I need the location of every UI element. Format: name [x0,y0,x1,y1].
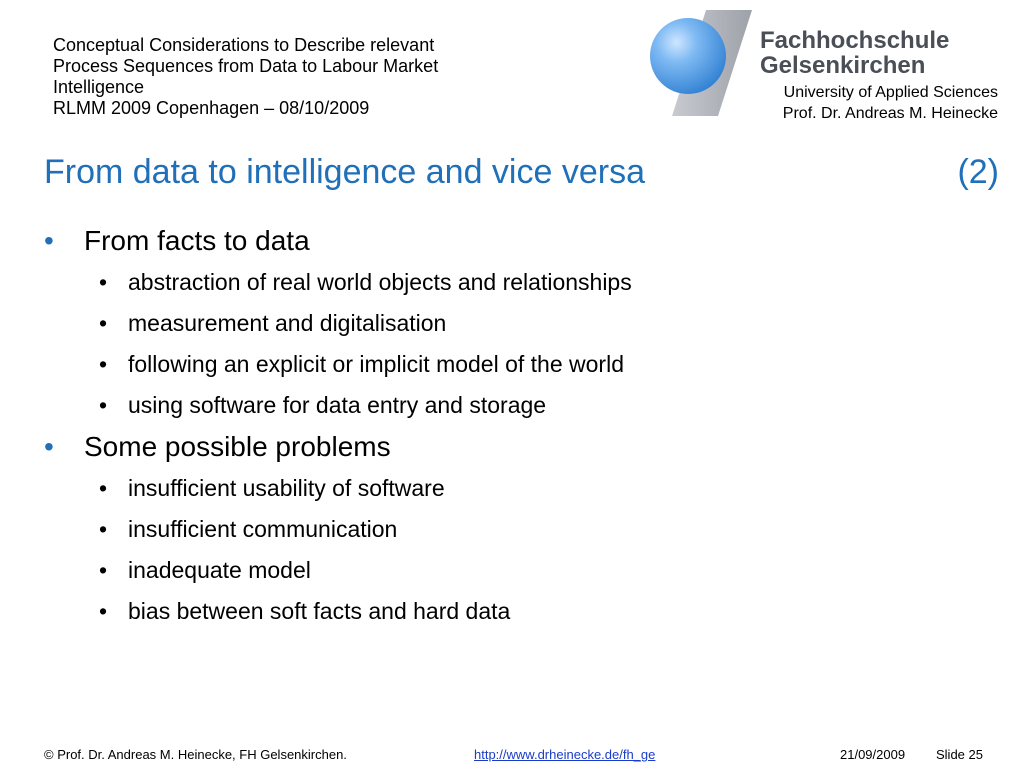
list-item [44,262,984,303]
bullet-icon: • [99,269,108,295]
bullet-icon: • [99,598,108,624]
list-item [44,550,984,591]
section-heading-text: From facts to data [84,225,310,256]
logo-sphere-shape [650,18,726,94]
slide-footer [0,747,1024,765]
bullet-icon: • [99,516,108,542]
bullet-icon: • [99,351,108,377]
list-item-text: insufficient communication [128,516,398,542]
list-item [44,468,984,509]
list-item-text: following an explicit or implicit model of the world [128,351,624,377]
bullet-icon: • [99,475,108,501]
slide-content [44,220,984,632]
bullet-icon: • [44,431,54,462]
presentation-header [53,35,613,119]
list-item-text: measurement and digitalisation [128,310,447,336]
list-item-text: insufficient usability of software [128,475,445,501]
university-info [783,82,998,124]
footer-date: 21/09/2009 [840,747,906,762]
bullet-icon: • [99,310,108,336]
section-heading [44,426,984,468]
list-item [44,591,984,632]
university-name: University of Applied Sciences [783,84,998,101]
logo-wordmark [760,28,949,78]
slide-title-number: (2) [957,153,999,191]
header-line: Intelligence [53,77,145,97]
bullet-icon: • [99,557,108,583]
slide-number: Slide 25 [936,747,983,762]
slide-title-text: From data to intelligence and vice versa [44,153,645,191]
author-name: Prof. Dr. Andreas M. Heinecke [782,105,998,122]
list-item [44,344,984,385]
footer-link[interactable]: http://www.drheinecke.de/fh_ge [474,747,656,762]
list-item-text: bias between soft facts and hard data [128,598,511,624]
list-item-text: abstraction of real world objects and relationships [128,269,632,295]
logo-line-2: Gelsenkirchen [760,52,926,79]
list-item-text: inadequate model [128,557,311,583]
bullet-icon: • [44,225,54,256]
header-line: Process Sequences from Data to Labour Market [53,56,439,76]
slide-title [44,150,999,194]
list-item [44,509,984,550]
copyright-text: © Prof. Dr. Andreas M. Heinecke, FH Gelsenkirchen. [44,747,347,762]
bullet-icon: • [99,392,108,418]
section-heading-text: Some possible problems [84,431,391,462]
list-item-text: using software for data entry and storage [128,392,547,418]
list-item [44,303,984,344]
header-line: RLMM 2009 Copenhagen – 08/10/2009 [53,98,370,118]
logo-line-1: Fachhochschule [760,27,950,54]
header-line: Conceptual Considerations to Describe relevant [53,35,435,55]
list-item [44,385,984,426]
section-heading [44,220,984,262]
